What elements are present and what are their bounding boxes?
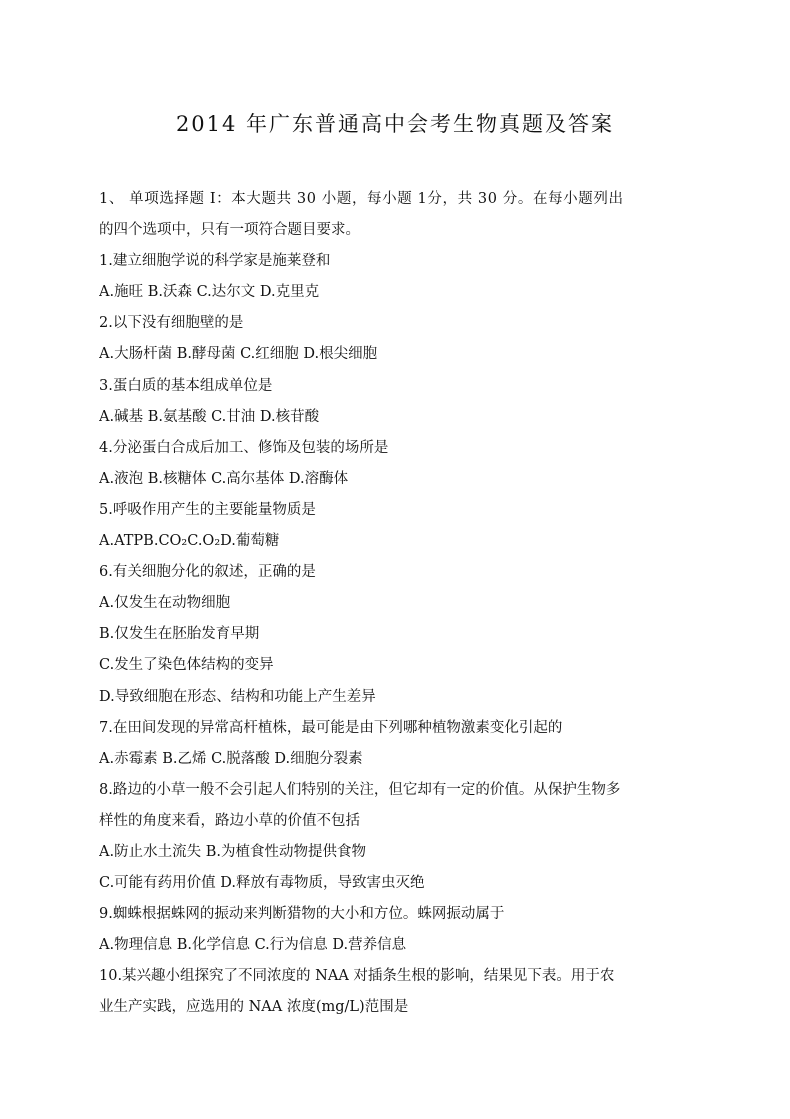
document-title: 2014 年广东普通高中会考生物真题及答案: [175, 112, 615, 136]
question-10-line-2: 业生产实践，应选用的 NAA 浓度(mg/L)范围是: [99, 999, 409, 1016]
question-5-options: A.ATPB.CO₂C.O₂D.葡萄糖: [99, 533, 280, 550]
question-6: 6.有关细胞分化的叙述，正确的是: [99, 564, 316, 581]
question-1: 1.建立细胞学说的科学家是施莱登和: [99, 253, 331, 270]
instruction-line-2: 的四个选项中，只有一项符合题目要求。: [99, 222, 360, 239]
question-5: 5.呼吸作用产生的主要能量物质是: [99, 501, 316, 518]
question-8-options-ab: A.防止水土流失 B.为植食性动物提供食物: [99, 843, 366, 860]
question-9: 9.蜘蛛根据蛛网的振动来判断猎物的大小和方位。蛛网振动属于: [99, 906, 505, 923]
question-4-options: A.液泡 B.核糖体 C.高尔基体 D.溶酶体: [99, 470, 349, 487]
question-8-options-cd: C.可能有药用价值 D.释放有毒物质，导致害虫灭绝: [99, 875, 425, 892]
question-1-options: A.施旺 B.沃森 C.达尔文 D.克里克: [99, 284, 320, 301]
question-7-options: A.赤霉素 B.乙烯 C.脱落酸 D.细胞分裂素: [99, 750, 363, 767]
document-body: [99, 184, 699, 1024]
question-6-option-a: A.仅发生在动物细胞: [99, 595, 231, 612]
question-4: 4.分泌蛋白合成后加工、修饰及包装的场所是: [99, 439, 389, 456]
question-3: 3.蛋白质的基本组成单位是: [99, 377, 273, 394]
question-7: 7.在田间发现的异常高杆植株，最可能是由下列哪种植物激素变化引起的: [99, 719, 563, 736]
question-6-option-c: C.发生了染色体结构的变异: [99, 657, 274, 674]
question-2: 2.以下没有细胞壁的是: [99, 315, 244, 332]
question-3-options: A.碱基 B.氨基酸 C.甘油 D.核苷酸: [99, 408, 320, 425]
question-6-option-b: B.仅发生在胚胎发育早期: [99, 626, 260, 643]
question-2-options: A.大肠杆菌 B.酵母菌 C.红细胞 D.根尖细胞: [99, 346, 378, 363]
question-8-line-1: 8.路边的小草一般不会引起人们特别的关注，但它却有一定的价值。从保护生物多: [99, 781, 621, 798]
question-9-options: A.物理信息 B.化学信息 C.行为信息 D.营养信息: [99, 937, 407, 954]
instruction-line-1: 1、 单项选择题 Ⅰ：本大题共 30 小题，每小题 1分，共 30 分。在每小题列出: [99, 191, 624, 207]
question-8-line-2: 样性的角度来看，路边小草的价值不包括: [99, 812, 360, 829]
question-10-line-1: 10.某兴趣小组探究了不同浓度的 NAA 对插条生根的影响，结果见下表。用于农: [99, 968, 615, 985]
question-6-option-d: D.导致细胞在形态、结构和功能上产生差异: [99, 688, 376, 705]
